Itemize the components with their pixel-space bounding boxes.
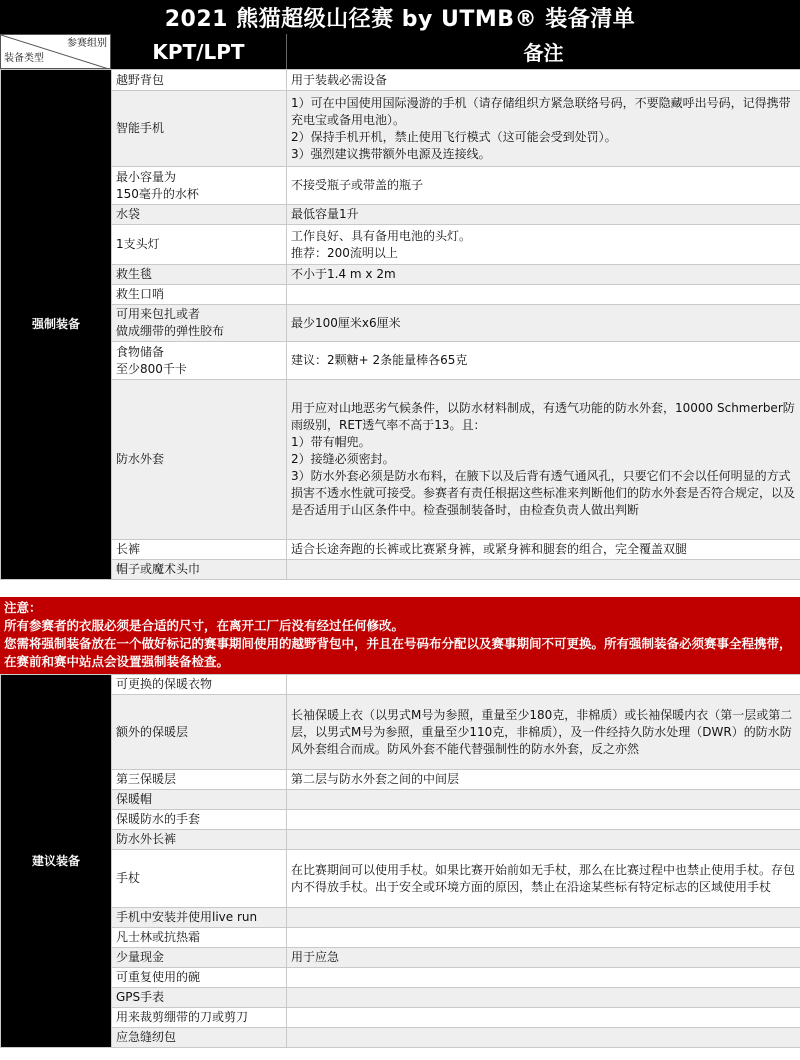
- table-row: [1, 948, 800, 968]
- equipment-item: 手杖: [112, 850, 287, 908]
- category-label: 强制装备: [1, 70, 112, 580]
- equipment-item: 手机中安装并使用live run: [112, 908, 287, 928]
- table-row: [1, 1028, 800, 1048]
- table-row: [1, 70, 800, 91]
- equipment-item: 帽子或魔术头巾: [112, 560, 287, 580]
- notice-box: [0, 597, 800, 674]
- corner-label-type: 装备类型: [4, 53, 44, 64]
- table-row: [1, 988, 800, 1008]
- table-row: [1, 695, 800, 770]
- table-row: [1, 928, 800, 948]
- equipment-item: 凡士林或抗热霜: [112, 928, 287, 948]
- equipment-item: 防水外长裤: [112, 830, 287, 850]
- table-row: [1, 167, 800, 205]
- equipment-note: [287, 968, 800, 988]
- equipment-note: [287, 1028, 800, 1048]
- equipment-item: 保暖防水的手套: [112, 810, 287, 830]
- equipment-item: 保暖帽: [112, 790, 287, 810]
- equipment-item: 1支头灯: [112, 225, 287, 265]
- equipment-note: [287, 790, 800, 810]
- notice-label: 注意：: [4, 600, 42, 615]
- category-label: 建议装备: [1, 675, 112, 1048]
- column-header-kpt: KPT/LPT: [111, 34, 286, 69]
- equipment-note: 适合长途奔跑的长裤或比赛紧身裤，或紧身裤和腿套的组合，完全覆盖双腿: [287, 540, 800, 560]
- table-row: [1, 225, 800, 265]
- equipment-note: 不小于1.4 m x 2m: [287, 265, 800, 285]
- table-row: [1, 305, 800, 342]
- equipment-note: [287, 1008, 800, 1028]
- equipment-note: [287, 928, 800, 948]
- equipment-note: [287, 830, 800, 850]
- equipment-item: 水袋: [112, 205, 287, 225]
- equipment-item: 额外的保暖层: [112, 695, 287, 770]
- equipment-item: 长裤: [112, 540, 287, 560]
- equipment-note: 用于装载必需设备: [287, 70, 800, 91]
- table-row: [1, 265, 800, 285]
- table-row: [1, 850, 800, 908]
- equipment-note: [287, 908, 800, 928]
- table-row: [1, 908, 800, 928]
- notice-line-1: 所有参赛者的衣服必须是合适的尺寸，在离开工厂后没有经过任何修改。: [4, 618, 405, 633]
- table-row: [1, 380, 800, 540]
- equipment-item: 第三保暖层: [112, 770, 287, 790]
- equipment-item: 可重复使用的碗: [112, 968, 287, 988]
- corner-label-group: 参赛组别: [67, 38, 107, 49]
- equipment-item: 最小容量为 150毫升的水杯: [112, 167, 287, 205]
- equipment-item: 救生毯: [112, 265, 287, 285]
- column-header-notes: 备注: [286, 34, 800, 69]
- equipment-item: 应急缝纫包: [112, 1028, 287, 1048]
- table-row: [1, 540, 800, 560]
- equipment-item: 少量现金: [112, 948, 287, 968]
- table-row: [1, 560, 800, 580]
- equipment-note: 1）可在中国使用国际漫游的手机（请存储组织方紧急联络号码，不要隐藏呼出号码，记得携带充电宝或备用电池）。 2）保持手机开机，禁止使用飞行模式（这可能会受到处罚）。 3）强烈建议携带额外电源及连接线。: [287, 91, 800, 167]
- equipment-note: 第二层与防水外套之间的中间层: [287, 770, 800, 790]
- table-row: [1, 830, 800, 850]
- mandatory-equipment-table: [0, 69, 800, 580]
- table-row: [1, 770, 800, 790]
- equipment-note: [287, 285, 800, 305]
- table-row: [1, 968, 800, 988]
- equipment-note: 在比赛期间可以使用手杖。如果比赛开始前如无手杖，那么在比赛过程中也禁止使用手杖。存包内不得放手杖。出于安全或环境方面的原因，禁止在沿途某些标有特定标志的区域使用手杖: [287, 850, 800, 908]
- table-row: [1, 342, 800, 380]
- equipment-item: 可更换的保暖衣物: [112, 675, 287, 695]
- table-header: [0, 34, 800, 69]
- equipment-item: 可用来包扎或者 做成绷带的弹性胶布: [112, 305, 287, 342]
- equipment-item: 食物储备 至少800千卡: [112, 342, 287, 380]
- equipment-note: 用于应急: [287, 948, 800, 968]
- table-row: [1, 675, 800, 695]
- equipment-note: [287, 988, 800, 1008]
- equipment-note: 长袖保暖上衣（以男式M号为参照，重量至少180克，非棉质）或长袖保暖内衣（第一层或第二层，以男式M号为参照，重量至少110克，非棉质），及一件经持久防水处理（DWR）的防水防风外套组合而成。防风外套不能代替强制性的防水外套，反之亦然: [287, 695, 800, 770]
- notice-line-2: 您需将强制装备放在一个做好标记的赛事期间使用的越野背包中，并且在号码布分配以及赛事期间不可更换。所有强制装备必须赛事全程携带，在赛前和赛中站点会设置强制装备检查。: [4, 636, 792, 669]
- equipment-item: 用来裁剪绷带的刀或剪刀: [112, 1008, 287, 1028]
- equipment-item: 越野背包: [112, 70, 287, 91]
- recommended-equipment-table: [0, 674, 800, 1048]
- table-row: [1, 91, 800, 167]
- equipment-note: [287, 810, 800, 830]
- table-row: [1, 810, 800, 830]
- equipment-note: 最低容量1升: [287, 205, 800, 225]
- equipment-note: [287, 560, 800, 580]
- equipment-note: 用于应对山地恶劣气候条件，以防水材料制成，有透气功能的防水外套，10000 Schmerber防雨级别，RET透气率不高于13。且： 1）带有帽兜。 2）接缝必须密封。 3）防水外套必须是防水布料，在腋下以及后背有透气通风孔，只要它们不会以任何明显的方式损害不透水性就可接受。参赛者有责任根据这些标准来判断他们的防水外套是否符合规定，以及是否适用于山区条件中。检查强制装备时，由检查负责人做出判断: [287, 380, 800, 540]
- page-title: 2021 熊猫超级山径赛 by UTMB® 装备清单: [0, 0, 800, 34]
- table-row: [1, 1008, 800, 1028]
- table-row: [1, 205, 800, 225]
- equipment-note: [287, 675, 800, 695]
- equipment-note: 不接受瓶子或带盖的瓶子: [287, 167, 800, 205]
- table-row: [1, 285, 800, 305]
- equipment-item: 智能手机: [112, 91, 287, 167]
- equipment-item: 防水外套: [112, 380, 287, 540]
- equipment-note: 建议：2颗糖+ 2条能量棒各65克: [287, 342, 800, 380]
- equipment-item: GPS手表: [112, 988, 287, 1008]
- equipment-item: 救生口哨: [112, 285, 287, 305]
- equipment-note: 最少100厘米x6厘米: [287, 305, 800, 342]
- table-row: [1, 790, 800, 810]
- equipment-note: 工作良好、具有备用电池的头灯。 推荐：200流明以上: [287, 225, 800, 265]
- header-corner-cell: [0, 34, 111, 69]
